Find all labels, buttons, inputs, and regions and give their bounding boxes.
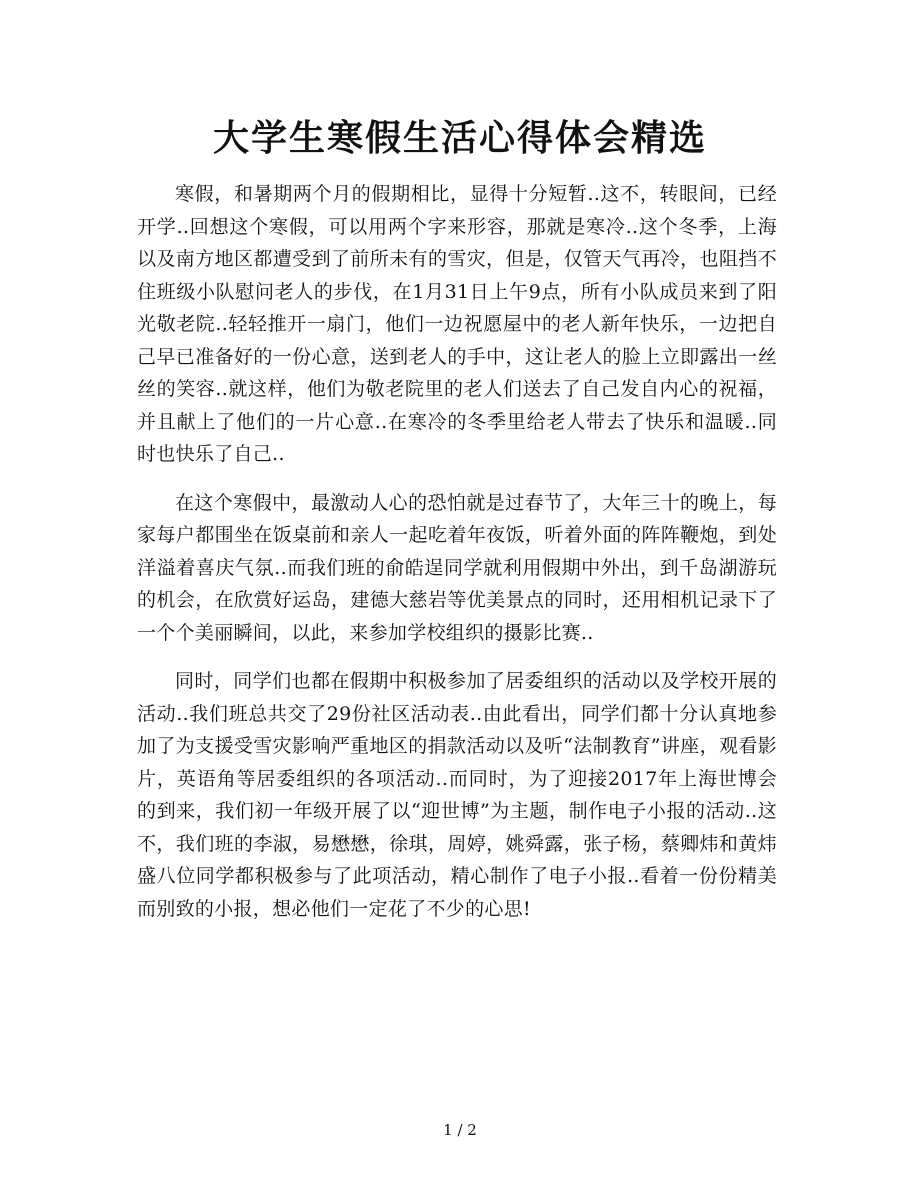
paragraph-3: 同时，同学们也都在假期中积极参加了居委组织的活动以及学校开展的活动..我们班总共交了29份社区活动表..由此看出，同学们都十分认真地参加了为支援受雪灾影响严重地区的捐款活动以及听“法制教育”讲座，观看影片，英语角等居委组织的各项活动..而同时，为了迎接2017年上海世博会的到来，我们初一年级开展了以“迎世博”为主题，制作电子小报的活动..这不，我们班的李淑，易懋懋，徐琪，周婷，姚舜露，张子杨，蔡卿炜和黄炜盛八位同学都积极参与了此项活动，精心制作了电子小报..看着一份份精美而别致的小报，想必他们一定花了不少的心思!	[137, 670, 777, 920]
document-title: 大学生寒假生活心得体会精选	[212, 117, 707, 159]
paragraph-1: 寒假，和暑期两个月的假期相比，显得十分短暂..这不，转眼间，已经开学..回想这个寒假，可以用两个字来形容，那就是寒冷..这个冬季，上海以及南方地区都遭受到了前所未有的雪灾，但是，仅管天气再冷，也阻挡不住班级小队慰问老人的步伐，在1月31日上午9点，所有小队成员来到了阳光敬老院..轻轻推开一扇门，他们一边祝愿屋中的老人新年快乐，一边把自己早已准备好的一份心意，送到老人的手中，这让老人的脸上立即露出一丝丝的笑容..就这样，他们为敬老院里的老人们送去了自己发自内心的祝福，并且献上了他们的一片心意..在寒冷的冬季里给老人带去了快乐和温暖..同时也快乐了自己..	[137, 183, 777, 465]
paragraph-2: 在这个寒假中，最激动人心的恐怕就是过春节了，大年三十的晚上，每家每户都围坐在饭桌前和亲人一起吃着年夜饭，听着外面的阵阵鞭炮，到处洋溢着喜庆气氛..而我们班的俞皓逞同学就利用假期中外出，到千岛湖游玩的机会，在欣赏好运岛，建德大慈岩等优美景点的同时，还用相机记录下了一个个美丽瞬间，以此，来参加学校组织的摄影比赛..	[137, 491, 777, 644]
page-number: 1 / 2	[443, 1121, 477, 1139]
document-body	[137, 178, 777, 925]
